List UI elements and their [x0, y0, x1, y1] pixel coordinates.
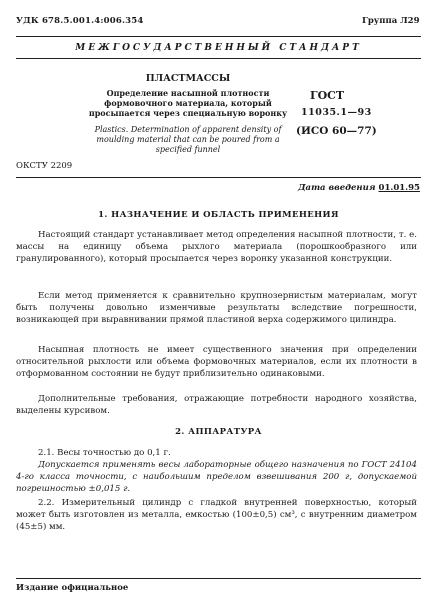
- section-heading-apparatus: 2. АППАРАТУРА: [175, 427, 262, 437]
- document-title: ПЛАСТМАССЫ: [145, 73, 231, 84]
- group-code: Группа Л29: [362, 16, 420, 26]
- official-edition-label: Издание официальное: [16, 583, 129, 593]
- standard-banner: МЕЖГОСУДАРСТВЕННЫЙ СТАНДАРТ: [16, 36, 421, 59]
- paragraph-italic: Допускается применять весы лабораторные общего назначения по ГОСТ 24104 4-го класса точности, с наибольшим пределом взвешивания 200 г, допускаемой погрешностью ±0,015 г.: [16, 460, 417, 494]
- section-heading-purpose: 1. НАЗНАЧЕНИЕ И ОБЛАСТЬ ПРИМЕНЕНИЯ: [98, 210, 339, 220]
- effective-date-label: Дата введения: [298, 183, 376, 193]
- subtitle-russian: Определение насыпной плотности формовочного материала, который просыпается через специальную воронку: [88, 88, 288, 118]
- paragraph: Дополнительные требования, отражающие потребности народного хозяйства, выделены курсивом.: [16, 394, 417, 416]
- subtitle-english: Plastics. Determination of apparent density of moulding material that can be poured from a specified funnel: [94, 125, 282, 154]
- paragraph: Настоящий стандарт устанавливает метод определения насыпной плотности, т. е. массы на единицу объема рыхлого материала (порошкообразного или гранулированного), который просыпается через воронку указанной конструкции.: [16, 230, 417, 264]
- gost-number: 11035.1—93: [301, 107, 372, 118]
- paragraph: 2.2. Измерительный цилиндр с гладкой внутренней поверхностью, который может быть изготовлен из металла, емкостью (100±0,5) см³, с внутренним диаметром (45±5) мм.: [16, 498, 417, 532]
- effective-date: [298, 183, 420, 193]
- paragraph: 2.1. Весы точностью до 0,1 г.: [38, 448, 171, 458]
- okstu-code: ОКСТУ 2209: [16, 161, 73, 171]
- paragraph: Насыпная плотность не имеет существенного значения при определении относительной рыхлости или объема формовочных материалов, если их плотности в отформованном состоянии не будут приблизительно одинаковыми.: [16, 345, 417, 379]
- paragraph: Если метод применяется к сравнительно крупнозернистым материалам, могут быть получены довольно изменчивые результаты вследствие погрешности, возникающей при выравнивании прямой пластиной верха содержимого цилиндра.: [16, 291, 417, 325]
- effective-date-value: 01.01.95: [378, 183, 420, 193]
- iso-number: (ИСО 60—77): [296, 125, 377, 137]
- gost-label: ГОСТ: [310, 89, 345, 102]
- header-divider: [16, 177, 421, 178]
- udk-code: УДК 678.5.001.4:006.354: [16, 16, 144, 26]
- footer-divider: [16, 578, 421, 579]
